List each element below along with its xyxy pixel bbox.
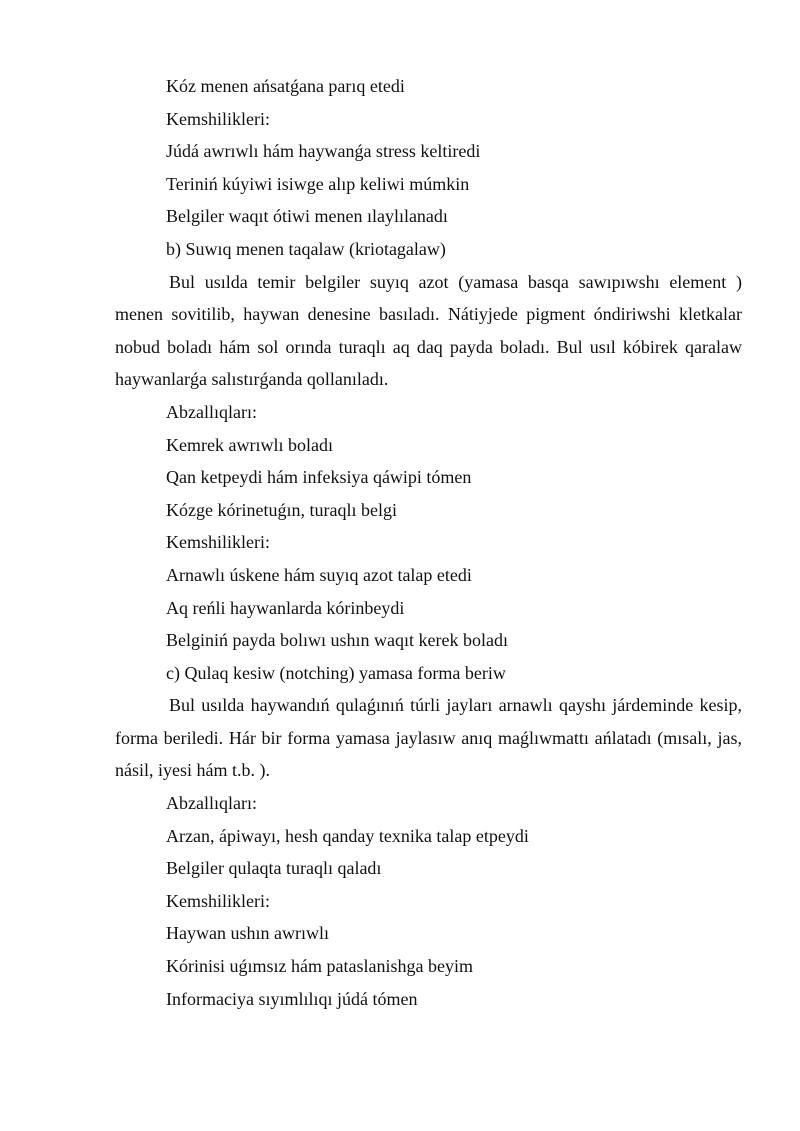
- list-item: Arzan, ápiwayı, hesh qanday texnika talap etpeydi: [166, 825, 529, 846]
- section-heading-advantages: Abzallıqları:: [166, 793, 257, 814]
- list-item: Arnawlı úskene hám suyıq azot talap etedi: [166, 564, 472, 585]
- section-heading-disadvantages: Kemshilikleri:: [166, 108, 270, 129]
- list-item: Kórinisi uǵımsız hám pataslanishga beyim: [166, 956, 473, 977]
- list-item: Belginiń payda bolıwı ushın waqıt kerek boladı: [166, 630, 508, 651]
- section-heading-advantages: Abzallıqları:: [166, 401, 257, 422]
- list-item: Kózge kórinetuǵın, turaqlı belgi: [166, 499, 397, 520]
- text-line: Kóz menen ańsatǵana parıq etedi: [166, 76, 405, 96]
- subsection-heading-ear-notching: c) Qulaq kesiw (notching) yamasa forma beriw: [166, 662, 506, 683]
- list-item: Belgiler waqıt ótiwi menen ılaylılanadı: [166, 206, 448, 227]
- body-paragraph: Bul usılda temir belgiler suyıq azot (yamasa basqa sawıpıwshı element ) menen sovitilib, haywan denesine basıladı. Nátiyjede pigment óndiriwshi kletkalar nobud boladı hám sol orında turaqlı aq daq payda boladı. Bul usıl kóbirek qaralaw haywanlarǵa salıstırǵanda qollanıladı.: [115, 271, 742, 390]
- body-paragraph: Bul usılda haywandıń qulaǵınıń túrli jayları arnawlı qayshı járdeminde kesip, forma beriledi. Hár bir forma yamasa jaylasıw anıq maǵlıwmattı ańlatadı (mısalı, jas, násil, iyesi hám t.b. ).: [115, 695, 742, 781]
- list-item: Belgiler qulaqta turaqlı qaladı: [166, 858, 382, 879]
- subsection-heading-cold-branding: b) Suwıq menen taqalaw (kriotagalaw): [166, 238, 446, 259]
- list-item: Haywan ushın awrıwlı: [166, 923, 329, 944]
- section-heading-disadvantages: Kemshilikleri:: [166, 890, 270, 911]
- list-item: Qan ketpeydi hám infeksiya qáwipi tómen: [166, 467, 472, 488]
- list-item: Júdá awrıwlı hám haywanǵa stress keltiredi: [166, 141, 481, 162]
- list-item: Aq reńli haywanlarda kórinbeydi: [166, 597, 405, 618]
- list-item: Teriniń kúyiwi isiwge alıp keliwi múmkin: [166, 173, 470, 194]
- list-item: Kemrek awrıwlı boladı: [166, 434, 333, 455]
- list-item: Informaciya sıyımlılıqı júdá tómen: [166, 988, 418, 1009]
- page-content: [115, 70, 742, 1015]
- section-heading-disadvantages: Kemshilikleri:: [166, 532, 270, 553]
